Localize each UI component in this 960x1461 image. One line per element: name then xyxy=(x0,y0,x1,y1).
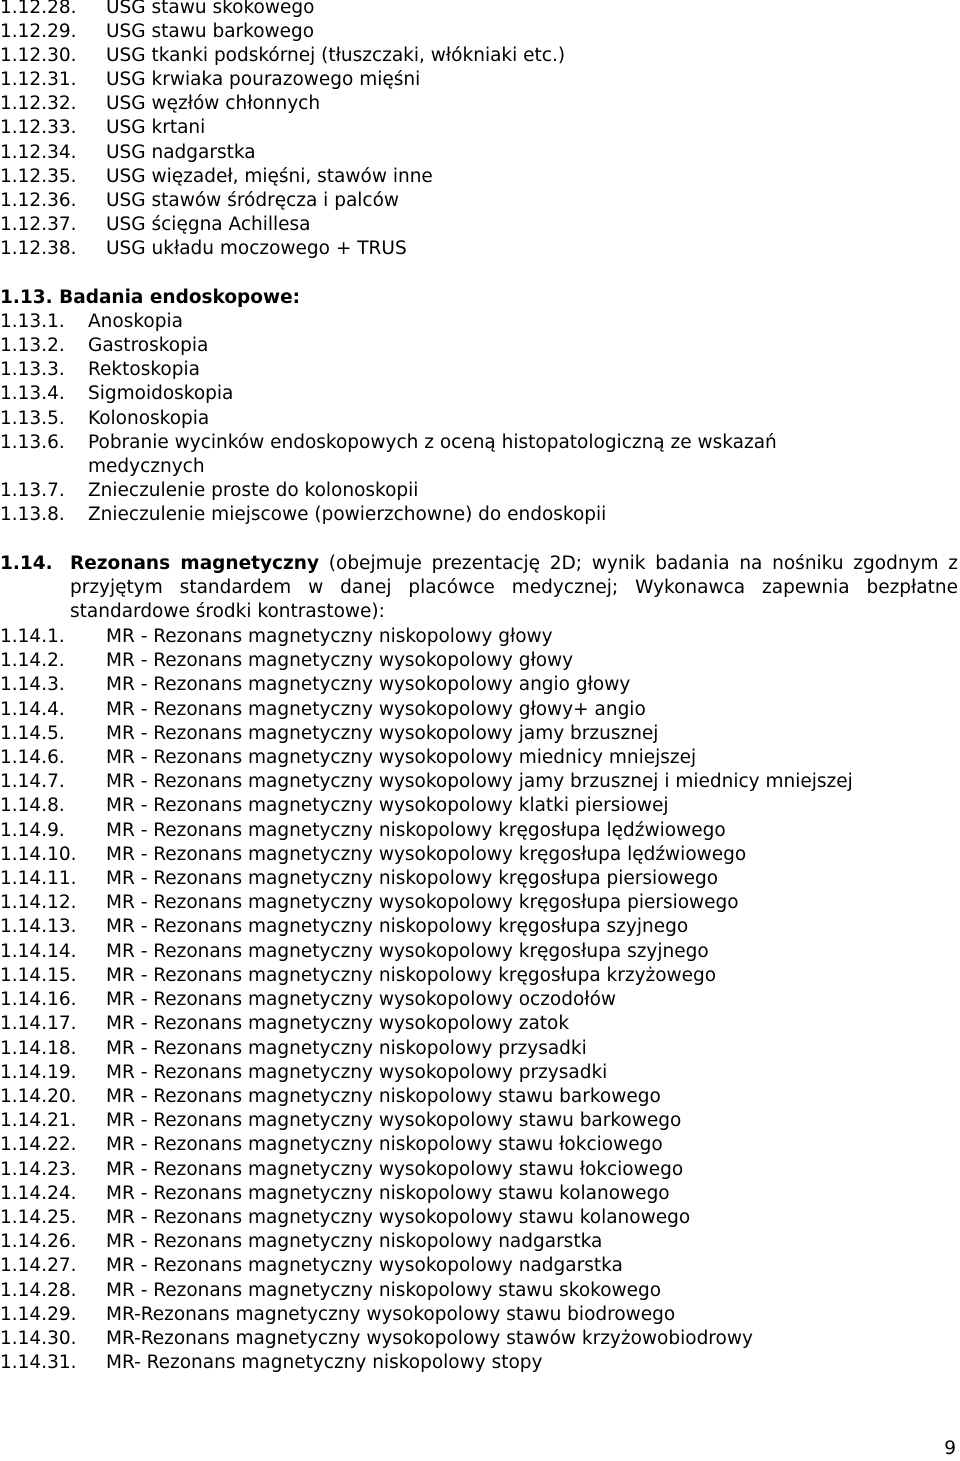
item-text: USG stawu barkowego xyxy=(106,21,315,42)
item-text: Anoskopia xyxy=(88,311,183,332)
list-item xyxy=(0,20,960,44)
item-text: MR-Rezonans magnetyczny wysokopolowy stawu biodrowego xyxy=(106,1304,676,1325)
list-item xyxy=(0,746,960,770)
item-text: MR - Rezonans magnetyczny niskopolowy stawu łokciowego xyxy=(106,1134,663,1155)
item-text: USG ścięgna Achillesa xyxy=(106,214,311,235)
item-number: 1.14.26. xyxy=(0,1231,77,1252)
item-text: MR - Rezonans magnetyczny wysokopolowy nadgarstka xyxy=(106,1255,623,1276)
item-text: MR - Rezonans magnetyczny niskopolowy stawu kolanowego xyxy=(106,1183,670,1204)
item-text: USG układu moczowego + TRUS xyxy=(106,238,407,259)
item-number: 1.14.29. xyxy=(0,1304,77,1325)
item-text: MR - Rezonans magnetyczny wysokopolowy jamy brzusznej xyxy=(106,723,659,744)
item-text: Sigmoidoskopia xyxy=(88,383,234,404)
item-number: 1.13.2. xyxy=(0,335,65,356)
item-number: 1.14.11. xyxy=(0,868,77,889)
list-item xyxy=(0,334,960,358)
item-number: 1.13.5. xyxy=(0,408,65,429)
item-number: 1.14.24. xyxy=(0,1183,77,1204)
item-text: MR - Rezonans magnetyczny wysokopolowy kręgosłupa szyjnego xyxy=(106,941,709,962)
item-number: 1.12.28. xyxy=(0,0,77,18)
list-item xyxy=(0,1158,960,1182)
item-text: USG krtani xyxy=(106,117,206,138)
item-number: 1.12.36. xyxy=(0,190,77,211)
item-text: Znieczulenie miejscowe (powierzchowne) do endoskopii xyxy=(88,504,607,525)
list-item xyxy=(0,1254,960,1278)
list-item xyxy=(0,915,960,939)
item-number: 1.14.13. xyxy=(0,916,77,937)
item-text: MR - Rezonans magnetyczny wysokopolowy oczodołów xyxy=(106,989,617,1010)
item-number: 1.12.31. xyxy=(0,69,77,90)
item-text: MR - Rezonans magnetyczny niskopolowy stawu skokowego xyxy=(106,1280,662,1301)
list-item xyxy=(0,358,960,382)
item-text: USG więzadeł, mięśni, stawów inne xyxy=(106,166,433,187)
list-item xyxy=(0,165,960,189)
item-number: 1.14.6. xyxy=(0,747,65,768)
item-text: MR - Rezonans magnetyczny wysokopolowy stawu kolanowego xyxy=(106,1207,691,1228)
list-item xyxy=(0,431,960,455)
list-item xyxy=(0,1085,960,1109)
item-number: 1.14.16. xyxy=(0,989,77,1010)
section-number: 1.14. xyxy=(0,553,53,574)
item-number: 1.14.23. xyxy=(0,1159,77,1180)
list-item xyxy=(0,1182,960,1206)
item-text: MR - Rezonans magnetyczny wysokopolowy angio głowy xyxy=(106,674,631,695)
list-item xyxy=(0,382,960,406)
list-item xyxy=(0,1303,960,1327)
item-text: MR - Rezonans magnetyczny wysokopolowy jamy brzusznej i miednicy mniejszej xyxy=(106,771,853,792)
list-item xyxy=(0,625,960,649)
list-item xyxy=(0,988,960,1012)
item-number: 1.14.7. xyxy=(0,771,65,792)
item-number: 1.14.18. xyxy=(0,1038,77,1059)
item-text: MR - Rezonans magnetyczny niskopolowy kręgosłupa krzyżowego xyxy=(106,965,717,986)
list-item xyxy=(0,44,960,68)
list-item-continuation xyxy=(0,455,960,479)
list-item xyxy=(0,116,960,140)
list-item xyxy=(0,770,960,794)
item-text: MR - Rezonans magnetyczny niskopolowy przysadki xyxy=(106,1038,587,1059)
item-text: Kolonoskopia xyxy=(88,408,210,429)
item-number: 1.14.30. xyxy=(0,1328,77,1349)
list-item xyxy=(0,1230,960,1254)
item-text: Znieczulenie proste do kolonoskopii xyxy=(88,480,419,501)
section-description-block xyxy=(70,552,958,625)
list-item xyxy=(0,722,960,746)
list-item xyxy=(0,1351,960,1375)
item-number: 1.12.34. xyxy=(0,142,77,163)
item-text: MR - Rezonans magnetyczny wysokopolowy przysadki xyxy=(106,1062,608,1083)
item-text: MR - Rezonans magnetyczny niskopolowy stawu barkowego xyxy=(106,1086,661,1107)
item-number: 1.14.1. xyxy=(0,626,65,647)
item-text: MR - Rezonans magnetyczny wysokopolowy stawu barkowego xyxy=(106,1110,682,1131)
item-text: USG tkanki podskórnej (tłuszczaki, włókniaki etc.) xyxy=(106,45,566,66)
item-text: USG stawów śródręcza i palców xyxy=(106,190,400,211)
item-text: MR - Rezonans magnetyczny niskopolowy kręgosłupa piersiowego xyxy=(106,868,719,889)
section-heading: 1.13. Badania endoskopowe: xyxy=(0,287,301,308)
list-item xyxy=(0,503,960,527)
list-item xyxy=(0,310,960,334)
item-text: MR - Rezonans magnetyczny wysokopolowy głowy xyxy=(106,650,574,671)
list-item xyxy=(0,1279,960,1303)
list-item xyxy=(0,1133,960,1157)
item-text: MR - Rezonans magnetyczny niskopolowy nadgarstka xyxy=(106,1231,603,1252)
item-text: Rektoskopia xyxy=(88,359,200,380)
page-number: 9 xyxy=(944,1438,956,1459)
item-number: 1.14.22. xyxy=(0,1134,77,1155)
list-item xyxy=(0,794,960,818)
item-number: 1.13.1. xyxy=(0,311,65,332)
list-item xyxy=(0,940,960,964)
list-item xyxy=(0,237,960,261)
item-number: 1.12.30. xyxy=(0,45,77,66)
item-text: USG węzłów chłonnych xyxy=(106,93,321,114)
item-text: MR - Rezonans magnetyczny niskopolowy kręgosłupa szyjnego xyxy=(106,916,689,937)
list-item xyxy=(0,1109,960,1133)
list-item xyxy=(0,213,960,237)
item-number: 1.14.9. xyxy=(0,820,65,841)
list-item xyxy=(0,891,960,915)
item-number: 1.12.37. xyxy=(0,214,77,235)
item-number: 1.14.8. xyxy=(0,795,65,816)
list-item xyxy=(0,189,960,213)
item-number: 1.14.28. xyxy=(0,1280,77,1301)
list-item xyxy=(0,867,960,891)
item-text: MR - Rezonans magnetyczny wysokopolowy głowy+ angio xyxy=(106,699,646,720)
item-text: Pobranie wycinków endoskopowych z oceną histopatologiczną ze wskazań xyxy=(88,432,777,453)
item-number: 1.14.3. xyxy=(0,674,65,695)
list-item xyxy=(0,673,960,697)
item-number: 1.14.31. xyxy=(0,1352,77,1373)
section-paragraph xyxy=(0,552,958,625)
item-text: MR- Rezonans magnetyczny niskopolowy stopy xyxy=(106,1352,543,1373)
item-number: 1.13.6. xyxy=(0,432,65,453)
item-number: 1.13.8. xyxy=(0,504,65,525)
item-number: 1.14.5. xyxy=(0,723,65,744)
list-item xyxy=(0,1012,960,1036)
item-text: USG krwiaka pourazowego mięśni xyxy=(106,69,421,90)
item-text: MR-Rezonans magnetyczny wysokopolowy stawów krzyżowobiodrowy xyxy=(106,1328,753,1349)
item-text: MR - Rezonans magnetyczny wysokopolowy kręgosłupa piersiowego xyxy=(106,892,739,913)
list-item xyxy=(0,92,960,116)
item-text: Gastroskopia xyxy=(88,335,209,356)
item-text: MR - Rezonans magnetyczny wysokopolowy klatki piersiowej xyxy=(106,795,669,816)
list-item xyxy=(0,479,960,503)
item-number: 1.13.3. xyxy=(0,359,65,380)
list-item xyxy=(0,1061,960,1085)
item-number: 1.14.4. xyxy=(0,699,65,720)
item-number: 1.14.17. xyxy=(0,1013,77,1034)
section-description: (obejmuje prezentację 2D; wynik badania na nośniku zgodnym z przyjętym standardem w danej placówce medycznej; Wykonawca zapewnia bezpłatne standardowe środki kontrastowe): xyxy=(70,553,958,623)
item-number: 1.14.12. xyxy=(0,892,77,913)
item-text: MR - Rezonans magnetyczny wysokopolowy kręgosłupa lędźwiowego xyxy=(106,844,747,865)
item-text: USG nadgarstka xyxy=(106,142,256,163)
list-item xyxy=(0,843,960,867)
item-text: MR - Rezonans magnetyczny wysokopolowy zatok xyxy=(106,1013,570,1034)
item-number: 1.14.20. xyxy=(0,1086,77,1107)
list-item xyxy=(0,1206,960,1230)
list-item xyxy=(0,1327,960,1351)
item-number: 1.14.25. xyxy=(0,1207,77,1228)
item-number: 1.14.27. xyxy=(0,1255,77,1276)
item-text: MR - Rezonans magnetyczny niskopolowy kręgosłupa lędźwiowego xyxy=(106,820,726,841)
list-item xyxy=(0,68,960,92)
list-item xyxy=(0,141,960,165)
item-number: 1.14.15. xyxy=(0,965,77,986)
item-number: 1.13.4. xyxy=(0,383,65,404)
list-item xyxy=(0,964,960,988)
item-number: 1.12.33. xyxy=(0,117,77,138)
item-number: 1.12.32. xyxy=(0,93,77,114)
item-text: MR - Rezonans magnetyczny wysokopolowy stawu łokciowego xyxy=(106,1159,684,1180)
item-number: 1.14.19. xyxy=(0,1062,77,1083)
item-number: 1.13.7. xyxy=(0,480,65,501)
item-number: 1.14.21. xyxy=(0,1110,77,1131)
list-item xyxy=(0,819,960,843)
list-item xyxy=(0,649,960,673)
item-number: 1.14.10. xyxy=(0,844,77,865)
list-item xyxy=(0,0,960,20)
item-number: 1.14.2. xyxy=(0,650,65,671)
item-text: MR - Rezonans magnetyczny wysokopolowy miednicy mniejszej xyxy=(106,747,697,768)
list-item xyxy=(0,698,960,722)
item-number: 1.14.14. xyxy=(0,941,77,962)
item-text: MR - Rezonans magnetyczny niskopolowy głowy xyxy=(106,626,553,647)
item-text: medycznych xyxy=(88,456,205,477)
item-number: 1.12.35. xyxy=(0,166,77,187)
item-text: USG stawu skokowego xyxy=(106,0,315,18)
list-item xyxy=(0,407,960,431)
item-number: 1.12.29. xyxy=(0,21,77,42)
item-number: 1.12.38. xyxy=(0,238,77,259)
list-item xyxy=(0,1037,960,1061)
section-title: Rezonans magnetyczny xyxy=(70,553,320,574)
